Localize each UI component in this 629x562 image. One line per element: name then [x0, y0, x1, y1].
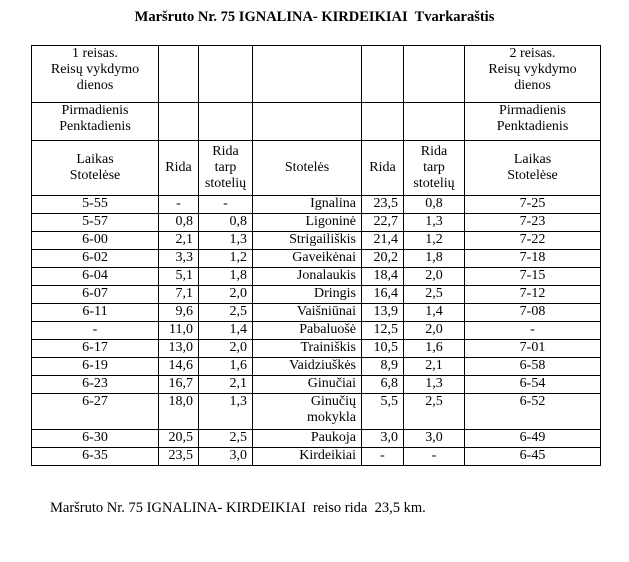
distance-trip1: 20,5 [159, 430, 199, 448]
table-row [32, 430, 601, 448]
day-label: Penktadienis [496, 119, 569, 134]
time-trip1: 5-57 [32, 214, 159, 232]
distance-trip1: 7,1 [159, 286, 199, 304]
time-trip2: 7-12 [465, 286, 601, 304]
empty-cell [362, 46, 404, 103]
time-trip2: 6-52 [465, 394, 601, 430]
segment-trip1: 2,1 [199, 376, 253, 394]
column-header-row [32, 141, 601, 196]
distance-trip1: 13,0 [159, 340, 199, 358]
trip2-days-cell [465, 103, 601, 141]
stop-name: Ligoninė [253, 214, 362, 232]
table-row [32, 196, 601, 214]
distance-trip1: - [159, 196, 199, 214]
distance-trip1: 16,7 [159, 376, 199, 394]
trip2-header-cell [465, 46, 601, 103]
segment-trip2: 2,0 [404, 268, 465, 286]
segment-trip1: 1,3 [199, 394, 253, 430]
segment-trip2: 2,5 [404, 286, 465, 304]
distance-trip2: 10,5 [362, 340, 404, 358]
time-trip1: 5-55 [32, 196, 159, 214]
table-row [32, 322, 601, 340]
col-header-stops: Stotelės [253, 141, 362, 196]
segment-trip1: 2,0 [199, 340, 253, 358]
segment-trip2: 1,3 [404, 214, 465, 232]
col-header-line: stotelių [413, 176, 455, 191]
col-header-line: Stotelėse [69, 168, 121, 183]
col-header-line: Laikas [513, 152, 552, 167]
time-trip2: 7-08 [465, 304, 601, 322]
table-row [32, 358, 601, 376]
stop-name: Kirdeikiai [253, 448, 362, 466]
segment-trip1: 0,8 [199, 214, 253, 232]
empty-cell [159, 46, 199, 103]
distance-trip2: 18,4 [362, 268, 404, 286]
trip1-header-line: 1 reisas. [72, 46, 118, 61]
stop-name: Strigailiškis [253, 232, 362, 250]
stop-name: Dringis [253, 286, 362, 304]
distance-trip1: 2,1 [159, 232, 199, 250]
col-header-line: Rida [420, 144, 448, 159]
time-trip1: 6-23 [32, 376, 159, 394]
time-trip2: 7-23 [465, 214, 601, 232]
segment-trip1: 2,5 [199, 304, 253, 322]
col-header-line: Laikas [76, 152, 114, 167]
distance-trip1: 9,6 [159, 304, 199, 322]
distance-trip1: 3,3 [159, 250, 199, 268]
empty-cell [362, 103, 404, 141]
distance-trip1: 5,1 [159, 268, 199, 286]
time-trip2: 7-25 [465, 196, 601, 214]
distance-trip2: 21,4 [362, 232, 404, 250]
schedule-table [31, 45, 601, 466]
segment-trip2: 1,4 [404, 304, 465, 322]
distance-trip2: 12,5 [362, 322, 404, 340]
segment-trip1: 1,2 [199, 250, 253, 268]
distance-trip1: 0,8 [159, 214, 199, 232]
col-header-line: stotelių [204, 176, 247, 191]
distance-trip2: 8,9 [362, 358, 404, 376]
empty-cell [253, 46, 362, 103]
col-header-distance-trip1: Rida [159, 141, 199, 196]
table-row [32, 394, 601, 430]
col-header-time-trip1 [32, 141, 159, 196]
trip1-header-cell [32, 46, 159, 103]
table-row [32, 268, 601, 286]
stop-name: Vaišniūnai [253, 304, 362, 322]
col-header-line: Rida [212, 144, 239, 159]
trip2-header-line: 2 reisas. [509, 46, 556, 61]
day-label: Penktadienis [59, 119, 131, 134]
stop-name: Trainiškis [253, 340, 362, 358]
stop-name: Jonalaukis [253, 268, 362, 286]
time-trip1: 6-35 [32, 448, 159, 466]
trip1-days-cell [32, 103, 159, 141]
empty-cell [253, 103, 362, 141]
col-header-line: tarp [214, 160, 237, 175]
segment-trip1: 1,3 [199, 232, 253, 250]
table-row [32, 304, 601, 322]
stop-name-line: Ginučių [310, 394, 356, 409]
table-row [32, 214, 601, 232]
stop-name: Vaidziuškės [253, 358, 362, 376]
col-header-distance-trip2: Rida [362, 141, 404, 196]
stop-name: Ignalina [253, 196, 362, 214]
empty-cell [159, 103, 199, 141]
document-title: Maršruto Nr. 75 IGNALINA- KIRDEIKIAI Tvarkaraštis [134, 9, 495, 25]
table-row [32, 340, 601, 358]
distance-trip2: 3,0 [362, 430, 404, 448]
distance-trip2: 22,7 [362, 214, 404, 232]
segment-trip1: 1,6 [199, 358, 253, 376]
distance-trip1: 18,0 [159, 394, 199, 430]
segment-trip1: - [199, 196, 253, 214]
segment-trip2: 2,1 [404, 358, 465, 376]
time-trip2: - [465, 322, 601, 340]
time-trip2: 6-58 [465, 358, 601, 376]
time-trip2: 7-18 [465, 250, 601, 268]
empty-cell [199, 46, 253, 103]
table-row [32, 250, 601, 268]
trip2-header-line: dienos [514, 78, 551, 93]
day-label: Pirmadienis [499, 103, 566, 118]
distance-trip2: 23,5 [362, 196, 404, 214]
time-trip1: 6-19 [32, 358, 159, 376]
time-trip2: 7-15 [465, 268, 601, 286]
time-trip1: 6-02 [32, 250, 159, 268]
segment-trip1: 2,5 [199, 430, 253, 448]
time-trip1: 6-04 [32, 268, 159, 286]
col-header-segment-trip2 [404, 141, 465, 196]
col-header-line: Stotelėse [507, 168, 558, 183]
route-distance-note: Maršruto Nr. 75 IGNALINA- KIRDEIKIAI reiso rida 23,5 km. [50, 500, 426, 516]
distance-trip2: - [362, 448, 404, 466]
distance-trip2: 6,8 [362, 376, 404, 394]
empty-cell [404, 103, 465, 141]
segment-trip2: 3,0 [404, 430, 465, 448]
col-header-line: tarp [423, 160, 445, 175]
segment-trip2: 1,6 [404, 340, 465, 358]
days-row [32, 103, 601, 141]
distance-trip1: 23,5 [159, 448, 199, 466]
distance-trip2: 20,2 [362, 250, 404, 268]
time-trip1: 6-30 [32, 430, 159, 448]
segment-trip2: 2,0 [404, 322, 465, 340]
time-trip1: 6-07 [32, 286, 159, 304]
time-trip1: 6-11 [32, 304, 159, 322]
segment-trip1: 1,8 [199, 268, 253, 286]
trip2-header-line: Reisų vykdymo [488, 62, 577, 77]
distance-trip1: 14,6 [159, 358, 199, 376]
stop-name: Paukoja [253, 430, 362, 448]
distance-trip2: 16,4 [362, 286, 404, 304]
distance-trip2: 5,5 [362, 394, 404, 430]
stop-name: Pabaluošė [253, 322, 362, 340]
time-trip2: 6-45 [465, 448, 601, 466]
time-trip1: 6-27 [32, 394, 159, 430]
empty-cell [199, 103, 253, 141]
time-trip2: 7-22 [465, 232, 601, 250]
segment-trip2: 2,5 [404, 394, 465, 430]
trip1-header-line: dienos [76, 78, 114, 93]
segment-trip1: 3,0 [199, 448, 253, 466]
segment-trip2: 1,3 [404, 376, 465, 394]
distance-trip1: 11,0 [159, 322, 199, 340]
segment-trip1: 2,0 [199, 286, 253, 304]
distance-trip2: 13,9 [362, 304, 404, 322]
empty-cell [404, 46, 465, 103]
trip1-header-line: Reisų vykdymo [50, 62, 140, 77]
trip-header-row [32, 46, 601, 103]
table-row [32, 232, 601, 250]
segment-trip1: 1,4 [199, 322, 253, 340]
time-trip1: 6-00 [32, 232, 159, 250]
stop-name: Gaveikėnai [253, 250, 362, 268]
col-header-time-trip2 [465, 141, 601, 196]
time-trip2: 6-49 [465, 430, 601, 448]
stop-name-line: mokykla [307, 410, 356, 425]
segment-trip2: - [404, 448, 465, 466]
segment-trip2: 0,8 [404, 196, 465, 214]
time-trip1: - [32, 322, 159, 340]
segment-trip2: 1,8 [404, 250, 465, 268]
col-header-segment-trip1 [199, 141, 253, 196]
segment-trip2: 1,2 [404, 232, 465, 250]
time-trip1: 6-17 [32, 340, 159, 358]
stop-name: Ginučiai [253, 376, 362, 394]
day-label: Pirmadienis [61, 103, 129, 118]
time-trip2: 7-01 [465, 340, 601, 358]
table-row [32, 286, 601, 304]
stop-name [253, 394, 362, 430]
table-row [32, 448, 601, 466]
time-trip2: 6-54 [465, 376, 601, 394]
table-row [32, 376, 601, 394]
